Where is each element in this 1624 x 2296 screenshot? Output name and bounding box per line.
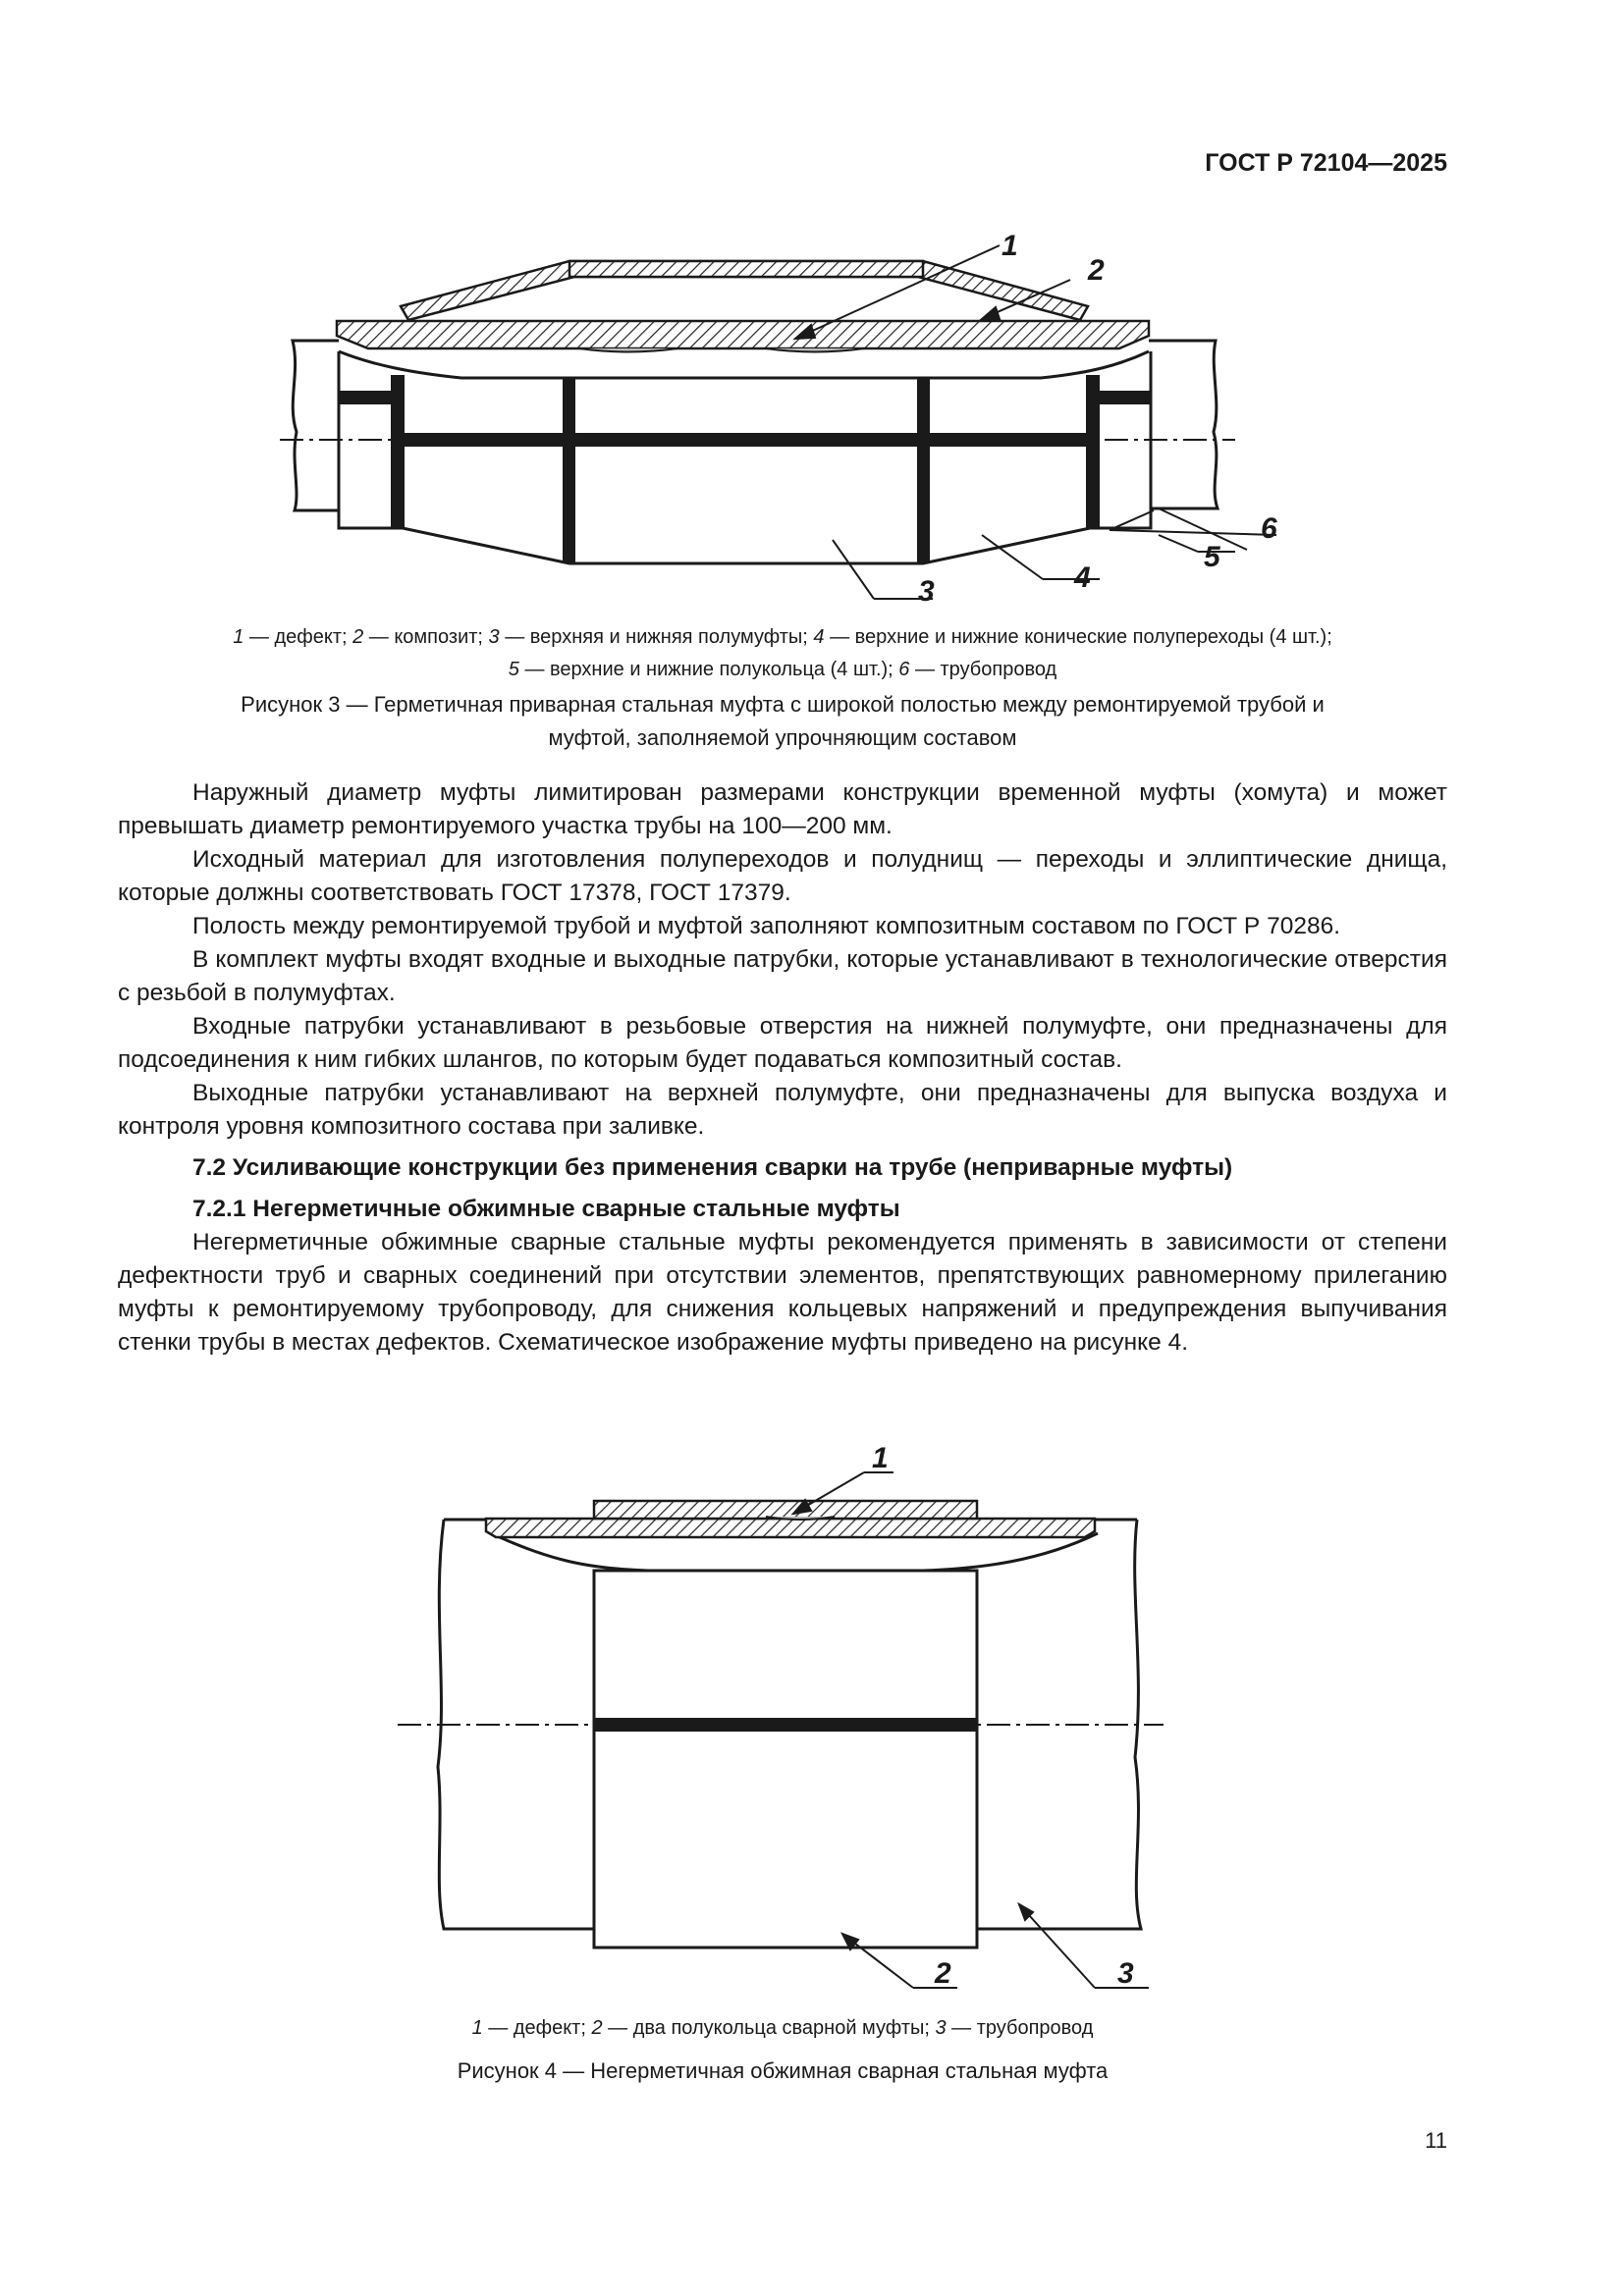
figure-3-legend: 1 — дефект; 2 — композит; 3 — верхняя и нижняя полумуфты; 4 — верхние и нижние конические полупереходы (4 шт.); 5 — верхние и нижние полукольца (4 шт.); 6 — трубопровод	[233, 626, 1332, 680]
paragraph: Выходные патрубки устанавливают на верхней полумуфте, они предназначены для выпуска воздуха и контроля уровня композитного состава при заливке.	[118, 1080, 1447, 1140]
fig3-callout-2: 2	[1088, 254, 1105, 287]
figure-4-drawing	[388, 1438, 1173, 1998]
section-heading-7-2-1: 7.2.1 Негерметичные обжимные сварные стальные муфты	[192, 1196, 900, 1222]
paragraph: Входные патрубки устанавливают в резьбовые отверстия на нижней полумуфте, они предназначены для подсоединения к ним гибких шлангов, по которым будет подаваться композитный состав.	[118, 1013, 1447, 1073]
fig3-callout-4: 4	[1074, 561, 1091, 594]
fig3-callout-3: 3	[918, 575, 935, 608]
figure-4-caption: Рисунок 4 — Негерметичная обжимная сварная стальная муфта	[457, 2058, 1109, 2083]
figure-4-legend: 1 — дефект; 2 — два полукольца сварной муфты; 3 — трубопровод	[471, 2017, 1094, 2039]
fig4-callout-1: 1	[872, 1442, 889, 1474]
paragraph: Наружный диаметр муфты лимитирован размерами конструкции временной муфты (хомута) и может превышать диаметр ремонтируемого участка трубы на 100—200 мм.	[118, 779, 1447, 839]
fig3-callout-6: 6	[1261, 512, 1277, 545]
fig4-callout-2: 2	[935, 1957, 951, 1990]
fig4-callout-3: 3	[1117, 1957, 1134, 1990]
figure-3-drawing	[265, 226, 1296, 614]
figure-3-caption: Рисунок 3 — Герметичная приварная стальная муфта с широкой полостью между ремонтируемой трубой и муфтой, заполняемой упрочняющим составом	[241, 692, 1325, 750]
page-number: 11	[1425, 2128, 1447, 2153]
fig3-callout-1: 1	[1001, 230, 1018, 262]
body-text	[118, 776, 1447, 1360]
standard-header: ГОСТ Р 72104—2025	[1205, 149, 1447, 177]
paragraph: Полость между ремонтируемой трубой и муфтой заполняют композитным составом по ГОСТ Р 70286.	[192, 913, 1341, 939]
paragraph: Исходный материал для изготовления полупереходов и полуднищ — переходы и эллиптические днища, которые должны соответствовать ГОСТ 17378, ГОСТ 17379.	[118, 846, 1447, 906]
paragraph: В комплект муфты входят входные и выходные патрубки, которые устанавливают в технологические отверстия с резьбой в полумуфтах.	[118, 946, 1447, 1006]
fig3-callout-5: 5	[1204, 541, 1220, 573]
section-heading-7-2: 7.2 Усиливающие конструкции без применения сварки на трубе (неприварные муфты)	[192, 1154, 1233, 1181]
paragraph: Негерметичные обжимные сварные стальные муфты рекомендуется применять в зависимости от степени дефектности труб и сварных соединений при отсутствии элементов, препятствующих равномерному прилеганию муфты к ремонтируемому трубопроводу, для снижения кольцевых напряжений и предупреждения выпучивания стенки трубы в местах дефектов. Схематическое изображение муфты приведено на рисунке 4.	[118, 1229, 1447, 1356]
